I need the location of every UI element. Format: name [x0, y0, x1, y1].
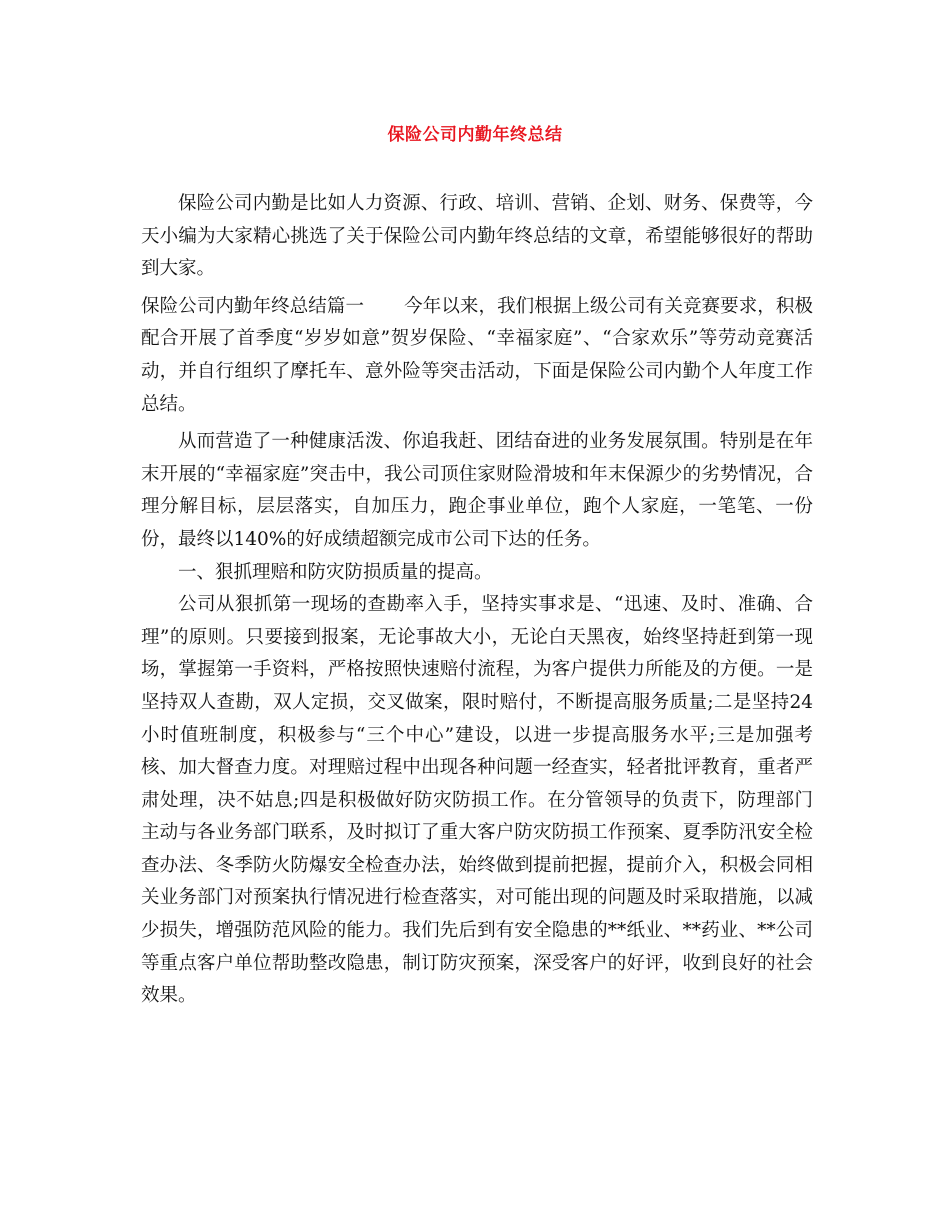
section1-paragraph	[141, 291, 813, 421]
paragraph-2: 从而营造了一种健康活泼、你追我赶、团结奋进的业务发展氛围。特别是在年末开展的“幸福家庭”突击中，我公司顶住家财险滑坡和年末保源少的劣势情况，合理分解目标，层层落实，自加压力，跑企事业单位，跑个人家庭，一笔笔、一份份，最终以140%的好成绩超额完成市公司下达的任务。	[141, 431, 813, 550]
intro-paragraph: 保险公司内勤是比如人力资源、行政、培训、营销、企划、财务、保费等，今天小编为大家精心挑选了关于保险公司内勤年终总结的文章，希望能够很好的帮助到大家。	[141, 193, 813, 280]
section-heading-1: 一、狠抓理赔和防灾防损质量的提高。	[178, 561, 493, 583]
document-title: 保险公司内勤年终总结	[387, 125, 563, 145]
section1-text: 今年以来，我们根据上级公司有关竞赛要求，积极配合开展了首季度“岁岁如意”贺岁保险、“幸福家庭”、“合家欢乐”等劳动竞赛活动，并自行组织了摩托车、意外险等突击活动，下面是保险公司内勤个人年度工作总结。	[141, 295, 813, 415]
paragraph-3: 公司从狠抓第一现场的查勘率入手，坚持实事求是、“迅速、及时、准确、合理”的原则。只要接到报案，无论事故大小，无论白天黑夜，始终坚持赶到第一现场，掌握第一手资料，严格按照快速赔付流程，为客户提供力所能及的方便。一是坚持双人查勘，双人定损，交叉做案，限时赔付，不断提高服务质量;二是坚持24小时值班制度，积极参与“三个中心”建设，以进一步提高服务水平;三是加强考核、加大督查力度。对理赔过程中出现各种问题一经查实，轻者批评教育，重者严肃处理，决不姑息;四是积极做好防灾防损工作。在分管领导的负责下，防理部门主动与各业务部门联系，及时拟订了重大客户防灾防损工作预案、夏季防汛安全检查办法、冬季防火防爆安全检查办法，始终做到提前把握，提前介入，积极会同相关业务部门对预案执行情况进行检查落实，对可能出现的问题及时采取措施，以减少损失，增强防范风险的能力。我们先后到有安全隐患的**纸业、**药业、**公司等重点客户单位帮助整改隐患，制订防灾预案，深受客户的好评，收到良好的社会效果。	[141, 594, 813, 1007]
document-body	[141, 188, 813, 1013]
section1-heading: 保险公司内勤年终总结篇一	[141, 295, 365, 317]
